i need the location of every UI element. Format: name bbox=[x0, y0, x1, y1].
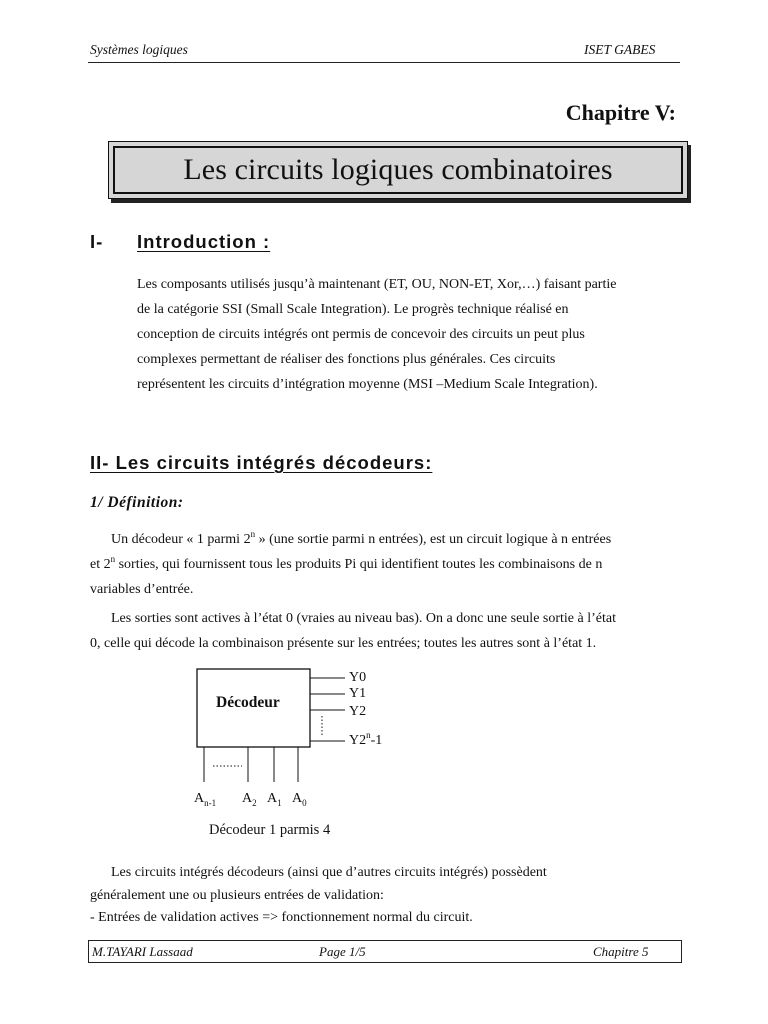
definition-line-3: variables d’entrée. bbox=[90, 582, 194, 597]
definition-line-1 bbox=[90, 527, 676, 552]
output-last-suffix: -1 bbox=[370, 733, 383, 748]
closing-line-1: Les circuits intégrés décodeurs (ainsi que d’autres circuits intégrés) possèdent bbox=[111, 865, 547, 880]
input-an1-base: A bbox=[194, 791, 205, 806]
diagram-caption: Décodeur 1 parmis 4 bbox=[209, 822, 331, 838]
input-an1 bbox=[194, 791, 216, 808]
closing-line-2: généralement une ou plusieurs entrées de validation: bbox=[90, 888, 384, 903]
chapter-label: Chapitre V: bbox=[565, 100, 676, 125]
section1-line: de la catégorie SSI (Small Scale Integration). Le progrès technique réalisé en bbox=[137, 302, 569, 317]
output-last-sup: n bbox=[366, 730, 371, 740]
definition-paragraph-2 bbox=[90, 606, 676, 656]
header-left: Systèmes logiques bbox=[90, 42, 188, 57]
input-an1-sub: n-1 bbox=[204, 797, 217, 808]
input-a1-sub: 1 bbox=[277, 797, 282, 808]
definition2-line-1: Les sorties sont actives à l’état 0 (vraies au niveau bas). On a donc une seule sortie à l’état bbox=[111, 611, 616, 626]
input-a2-base: A bbox=[242, 791, 253, 806]
footer-chapter: Chapitre 5 bbox=[593, 944, 649, 959]
input-a0-sub: 0 bbox=[302, 797, 307, 808]
def-text-a: Un décodeur « 1 parmi 2 bbox=[111, 532, 251, 547]
def-sup-1: n bbox=[250, 529, 256, 539]
subsection-title: 1/ Définition: bbox=[90, 494, 184, 511]
section1-number: I- bbox=[90, 231, 104, 252]
definition-line-2 bbox=[90, 552, 676, 577]
chapter-title-frame bbox=[113, 146, 683, 194]
section1-paragraph bbox=[137, 272, 676, 397]
output-y0: Y0 bbox=[349, 670, 367, 685]
def-text-c: et 2 bbox=[90, 557, 111, 572]
def-text-d: sorties, qui fournissent tous les produits Pi qui identifient toutes les combinaisons de n bbox=[115, 557, 603, 572]
section1-line: complexes permettant de réaliser des fonctions plus générales. Ces circuits bbox=[137, 352, 556, 367]
def-text-b: » (une sortie parmi n entrées), est un circuit logique à n entrées bbox=[255, 532, 612, 547]
header-right: ISET GABES bbox=[584, 42, 656, 57]
section1-line: représentent les circuits d’intégration moyenne (MSI –Medium Scale Integration). bbox=[137, 377, 598, 392]
output-y2: Y2 bbox=[349, 704, 367, 719]
input-a1 bbox=[267, 791, 282, 808]
input-a0 bbox=[292, 791, 307, 808]
footer bbox=[88, 940, 682, 963]
footer-author: M.TAYARI Lassaad bbox=[92, 944, 193, 959]
footer-page: Page 1/5 bbox=[319, 944, 366, 959]
input-a0-base: A bbox=[292, 791, 303, 806]
section2-title: II- Les circuits intégrés décodeurs: bbox=[90, 452, 433, 473]
input-a2 bbox=[242, 791, 257, 808]
chapter-title-box bbox=[108, 141, 688, 199]
section1-title: Introduction : bbox=[137, 231, 271, 252]
decoder-label: Décodeur bbox=[216, 694, 280, 711]
definition2-line-2: 0, celle qui décode la combinaison présente sur les entrées; toutes les autres sont à l’état 1. bbox=[90, 636, 597, 651]
closing-paragraph bbox=[90, 860, 676, 929]
output-last-base: Y2 bbox=[349, 733, 367, 748]
input-a1-base: A bbox=[267, 791, 278, 806]
closing-bullet: - Entrées de validation actives => fonctionnement normal du circuit. bbox=[90, 910, 473, 925]
output-y1: Y1 bbox=[349, 686, 367, 701]
input-a2-sub: 2 bbox=[252, 797, 257, 808]
section1-line: conception de circuits intégrés ont permis de concevoir des circuits un peut plus bbox=[137, 327, 585, 342]
section1-line: Les composants utilisés jusqu’à maintenant (ET, OU, NON-ET, Xor,…) faisant partie bbox=[137, 277, 617, 292]
chapter-title: Les circuits logiques combinatoires bbox=[183, 153, 613, 186]
definition-paragraph-1 bbox=[90, 527, 676, 602]
output-last bbox=[349, 730, 383, 749]
header-rule bbox=[88, 62, 680, 63]
def-sup-2: n bbox=[110, 554, 116, 564]
